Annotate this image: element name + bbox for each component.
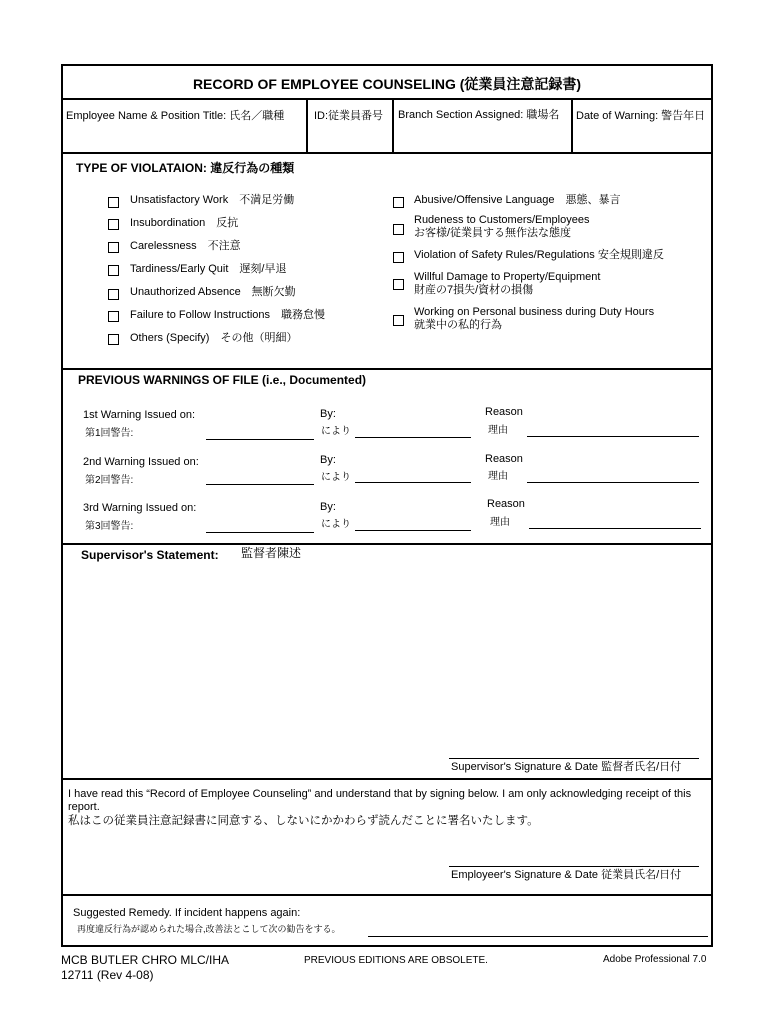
warning-issued-label-ja: 第2回警告: xyxy=(85,475,134,486)
checkbox-tardiness[interactable] xyxy=(108,265,119,276)
employee-signature-line[interactable] xyxy=(449,866,699,867)
reason-label: Reason xyxy=(485,406,523,418)
previous-warnings-heading: PREVIOUS WARNINGS OF FILE (i.e., Documented) xyxy=(78,373,367,387)
violation-label-ja: 就業中の私的行為 xyxy=(414,319,502,331)
warning-1-reason-line[interactable] xyxy=(527,436,699,437)
branch-field[interactable]: Branch Section Assigned: 職場名 xyxy=(398,109,560,121)
by-label-ja: により xyxy=(321,426,351,437)
divider xyxy=(392,98,394,152)
violation-label: Tardiness/Early Quit 遅刻/早退 xyxy=(130,263,287,275)
violation-label: Rudeness to Customers/Employees xyxy=(414,214,590,226)
acknowledgement-text-ja: 私はこの従業員注意記録書に同意する、しないにかかわらず読んだことに署名いたします。 xyxy=(68,815,539,827)
checkbox-unauthorized-absence[interactable] xyxy=(108,289,119,300)
warning-issued-label: 3rd Warning Issued on: xyxy=(83,502,197,514)
reason-label: Reason xyxy=(485,453,523,465)
violation-heading: TYPE OF VIOLATAION: 違反行為の種類 xyxy=(76,161,295,175)
warning-2-by-line[interactable] xyxy=(355,482,471,483)
supervisor-signature-line[interactable] xyxy=(449,758,699,759)
form-id-line2: 12711 (Rev 4-08) xyxy=(61,968,154,982)
violation-label: Carelessness 不注意 xyxy=(130,240,241,252)
warning-issued-label-ja: 第1回警告: xyxy=(85,428,134,439)
divider xyxy=(63,894,711,896)
supervisor-signature-label: Supervisor's Signature & Date 監督者氏名/日付 xyxy=(451,761,682,773)
checkbox-safety-violation[interactable] xyxy=(393,252,404,263)
violation-label: Others (Specify) その他（明細） xyxy=(130,332,298,344)
by-label-ja: により xyxy=(321,519,351,530)
violation-label-ja: 財産の7損失/資材の損傷 xyxy=(414,284,534,296)
employee-name-field[interactable]: Employee Name & Position Title: 氏名／職種 xyxy=(66,110,285,122)
violation-label: Unsatisfactory Work 不満足労働 xyxy=(130,194,295,206)
checkbox-failure-to-follow[interactable] xyxy=(108,311,119,322)
suggested-remedy-label: Suggested Remedy. If incident happens again: xyxy=(73,907,301,919)
counseling-form xyxy=(61,64,713,947)
checkbox-abusive-language[interactable] xyxy=(393,197,404,208)
by-label: By: xyxy=(320,408,336,420)
warning-issued-label: 2nd Warning Issued on: xyxy=(83,456,199,468)
divider xyxy=(571,98,573,152)
warning-2-date-line[interactable] xyxy=(206,484,314,485)
checkbox-rudeness[interactable] xyxy=(393,224,404,235)
divider xyxy=(63,778,711,780)
form-id-line1: MCB BUTLER CHRO MLC/IHA xyxy=(61,953,230,967)
checkbox-willful-damage[interactable] xyxy=(393,279,404,290)
checkbox-others[interactable] xyxy=(108,334,119,345)
checkbox-personal-business[interactable] xyxy=(393,315,404,326)
warning-issued-label: 1st Warning Issued on: xyxy=(83,409,196,421)
by-label: By: xyxy=(320,501,336,513)
reason-label-ja: 理由 xyxy=(488,425,508,436)
violation-label-ja: お客様/従業員する無作法な態度 xyxy=(414,227,572,239)
violation-label: Unauthorized Absence 無断欠勤 xyxy=(130,286,296,298)
obsolete-notice: PREVIOUS EDITIONS ARE OBSOLETE. xyxy=(304,955,488,966)
warning-1-by-line[interactable] xyxy=(355,437,471,438)
suggested-remedy-line[interactable] xyxy=(368,936,708,937)
warning-3-date-line[interactable] xyxy=(206,532,314,533)
divider xyxy=(63,152,711,154)
divider xyxy=(63,543,711,545)
suggested-remedy-label-ja: 再度違反行為が認められた場合,改善法とこして次の勧告をする。 xyxy=(77,924,341,934)
violation-label: Working on Personal business during Duty Hours xyxy=(414,306,655,318)
software-version: Adobe Professional 7.0 xyxy=(603,954,707,965)
reason-label-ja: 理由 xyxy=(488,471,508,482)
divider xyxy=(306,98,308,152)
supervisor-statement-area[interactable] xyxy=(71,566,707,746)
warning-1-date-line[interactable] xyxy=(206,439,314,440)
divider xyxy=(63,98,711,100)
violation-label: Failure to Follow Instructions 職務怠慢 xyxy=(130,309,325,321)
by-label-ja: により xyxy=(321,472,351,483)
supervisor-statement-heading-ja: 監督者陳述 xyxy=(241,546,302,560)
checkbox-unsatisfactory-work[interactable] xyxy=(108,197,119,208)
warning-3-by-line[interactable] xyxy=(355,530,471,531)
violation-label: Violation of Safety Rules/Regulations 安全規則違反 xyxy=(414,249,664,261)
checkbox-insubordination[interactable] xyxy=(108,219,119,230)
violation-label: Insubordination 反抗 xyxy=(130,217,239,229)
violation-label: Abusive/Offensive Language 悪態、暴言 xyxy=(414,194,621,206)
warning-3-reason-line[interactable] xyxy=(529,528,701,529)
form-title: RECORD OF EMPLOYEE COUNSELING (従業員注意記録書) xyxy=(192,76,582,92)
id-field[interactable]: ID:従業員番号 xyxy=(314,110,384,122)
acknowledgement-text: I have read this “Record of Employee Counseling” and understand that by signing below. I am only acknowledging receipt of this report. xyxy=(68,788,692,813)
reason-label-ja: 理由 xyxy=(490,517,510,528)
supervisor-statement-heading: Supervisor's Statement: xyxy=(81,548,219,562)
reason-label: Reason xyxy=(487,498,525,510)
warning-issued-label-ja: 第3回警告: xyxy=(85,521,134,532)
employee-signature-label: Employeer's Signature & Date 従業員氏名/日付 xyxy=(451,869,682,881)
checkbox-carelessness[interactable] xyxy=(108,242,119,253)
divider xyxy=(63,368,711,370)
warning-2-reason-line[interactable] xyxy=(527,482,699,483)
by-label: By: xyxy=(320,454,336,466)
date-of-warning-field[interactable]: Date of Warning: 警告年日 xyxy=(576,110,706,122)
violation-label: Willful Damage to Property/Equipment xyxy=(414,271,601,283)
